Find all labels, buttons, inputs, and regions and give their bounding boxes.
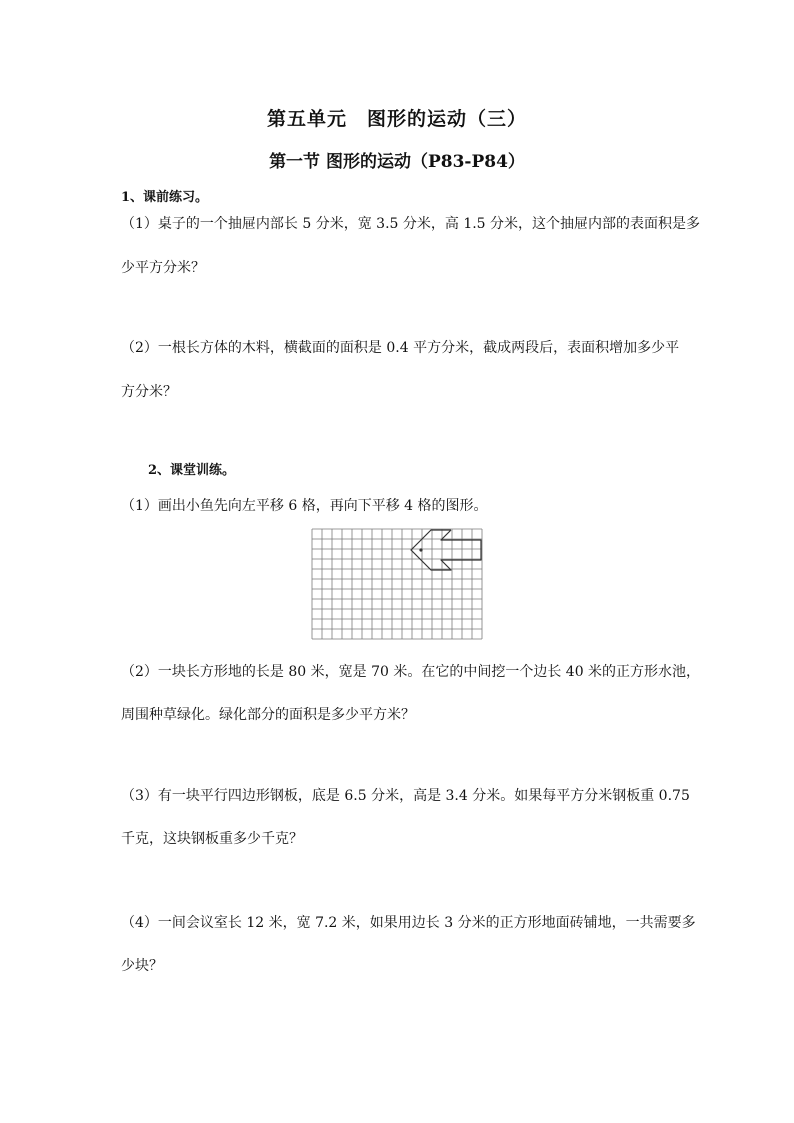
in-class-heading: 2、课堂训练。	[148, 463, 236, 478]
unit-title: 第五单元 图形的运动（三）	[266, 108, 527, 130]
fish-eye	[419, 548, 422, 551]
question-2-4-line-2: 少块？	[121, 958, 163, 974]
fish-figure	[411, 530, 481, 570]
question-2-2-line-2: 周围种草绿化。绿化部分的面积是多少平方米？	[121, 707, 415, 723]
pre-class-heading: 1、课前练习。	[121, 190, 209, 205]
question-1-2-line-1: （2）一根长方体的木料，横截面的面积是 0.4 平方分米，截成两段后，表面积增加多少平	[121, 340, 680, 356]
question-2-3-line-1: （3）有一块平行四边形钢板，底是 6.5 分米，高是 3.4 分米。如果每平方分米钢板重 0.75	[121, 788, 690, 804]
question-1-1-line-1: （1）桌子的一个抽屉内部长 5 分米，宽 3.5 分米，高 1.5 分米，这个抽屉内部的表面积是多	[121, 216, 701, 232]
question-2-2-line-1: （2）一块长方形地的长是 80 米，宽是 70 米。在它的中间挖一个边长 40 米的正方形水池，	[121, 664, 701, 680]
question-2-4-line-1: （4）一间会议室长 12 米，宽 7.2 米，如果用边长 3 分米的正方形地面砖铺地，一共需要多	[121, 915, 696, 931]
question-1-2-line-2: 方分米？	[121, 384, 177, 400]
question-1-1-line-2: 少平方分米？	[121, 260, 205, 276]
question-2-1-line-1: （1）画出小鱼先向左平移 6 格，再向下平移 4 格的图形。	[121, 498, 488, 514]
question-2-3-line-2: 千克，这块钢板重多少千克？	[121, 831, 303, 847]
section-title: 第一节 图形的运动（P83-P84）	[269, 152, 525, 172]
grid-lines	[312, 529, 482, 639]
translation-grid	[311, 528, 483, 642]
